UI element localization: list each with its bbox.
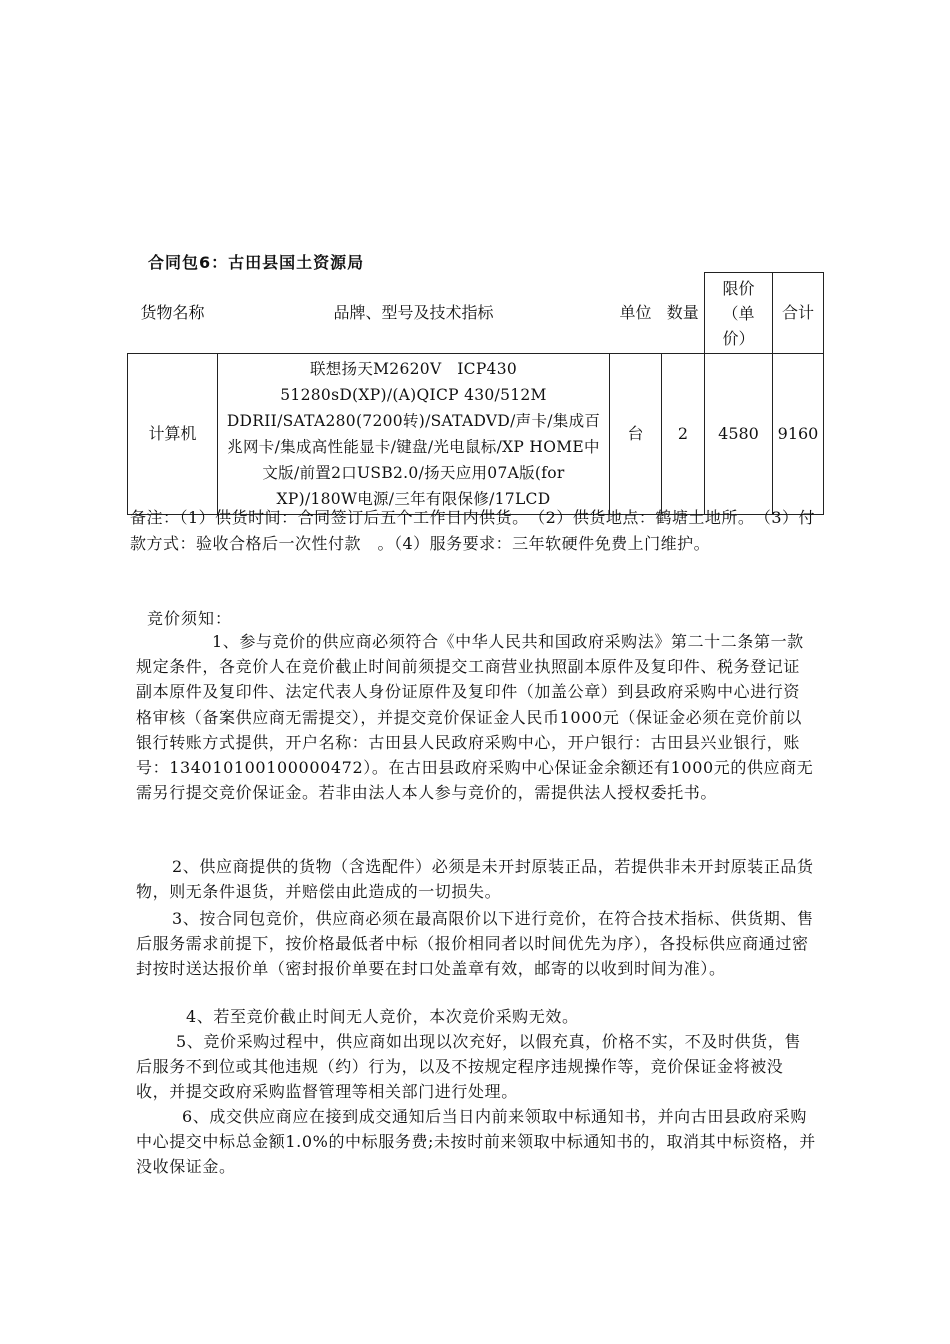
cell-spec: 联想扬天M2620V ICP430 51280sD(XP)/(A)QICP 430/512M DDRII/SATA280(7200转)/SATADVD/声卡/集成百兆网卡/集成高性能显卡/键盘/光电鼠标/XP HOME中文版/前置2口USB2.0/扬天应用07A版(for XP)/180W电源/三年有限保修/17LCD	[218, 354, 610, 515]
header-quantity: 数量	[666, 302, 699, 322]
header-limit-price-line2: （单	[722, 303, 755, 323]
header-limit-price-line1: 限价	[722, 278, 755, 298]
table-row	[128, 354, 824, 515]
cell-limit-price: 4580	[705, 354, 773, 515]
notice-item-1: 1、参与竞价的供应商必须符合《中华人民共和国政府采购法》第二十二条第一款规定条件，各竞价人在竞价截止时间前须提交工商营业执照副本原件及复印件、税务登记证副本原件及复印件、法定代表人身份证原件及复印件（加盖公章）到县政府采购中心进行资格审核（备案供应商无需提交），并提交竞价保证金人民币1000元（保证金必须在竞价前以银行转账方式提供，开户名称：古田县人民政府采购中心，开户银行：古田县兴业银行，账号：134010100100000472）。在古田县政府采购中心保证金余额还有1000元的供应商无需另行提交竞价保证金。若非由法人本人参与竞价的，需提供法人授权委托书。	[136, 632, 814, 803]
goods-table-container	[127, 272, 823, 515]
cell-unit: 台	[610, 354, 662, 515]
cell-goods-name: 计算机	[128, 354, 218, 515]
bidding-notice-title: 竞价须知：	[147, 609, 233, 628]
notice-item-6: 6、成交供应商应在接到成交通知后当日内前来领取中标通知书，并向古田县政府采购中心提交中标总金额1.0%的中标服务费;未按时前来领取中标通知书的，取消其中标资格，并没收保证金。	[136, 1107, 816, 1177]
goods-table	[127, 272, 824, 515]
header-limit-price-line3: 价）	[722, 328, 755, 348]
header-spec: 品牌、型号及技术指标	[333, 302, 494, 322]
notice-item-2: 2、供应商提供的货物（含选配件）必须是未开封原装正品，若提供非未开封原装正品货物，则无条件退货，并赔偿由此造成的一切损失。	[136, 857, 814, 902]
header-limit-price	[705, 273, 773, 354]
contract-package-heading: 合同包6：古田县国土资源局	[148, 253, 365, 272]
remarks-paragraph: 备注：（1）供货时间：合同签订后五个工作日内供货。 （2）供货地点：鹤塘土地所。 （3）付款方式：验收合格后一次性付款 。（4）服务要求：三年软硬件免费上门维护。	[130, 508, 816, 553]
notice-item-4: 4、若至竞价截止时间无人竞价，本次竞价采购无效。	[186, 1007, 579, 1026]
header-goods-name: 货物名称	[140, 302, 205, 322]
table-header-row	[128, 273, 824, 354]
header-unit: 单位	[619, 302, 652, 322]
cell-quantity: 2	[662, 354, 705, 515]
notice-item-5: 5、竞价采购过程中，供应商如出现以次充好，以假充真，价格不实，不及时供货，售后服务不到位或其他违规（约）行为，以及不按规定程序违规操作等，竞价保证金将被没收，并提交政府采购监督管理等相关部门进行处理。	[136, 1032, 801, 1102]
notice-item-3: 3、按合同包竞价，供应商必须在最高限价以下进行竞价，在符合技术指标、供货期、售后服务需求前提下，按价格最低者中标（报价相同者以时间优先为序），各投标供应商通过密封按时送达报价单（密封报价单要在封口处盖章有效，邮寄的以收到时间为准）。	[136, 909, 814, 979]
cell-total: 9160	[773, 354, 824, 515]
header-total: 合计	[773, 273, 824, 354]
